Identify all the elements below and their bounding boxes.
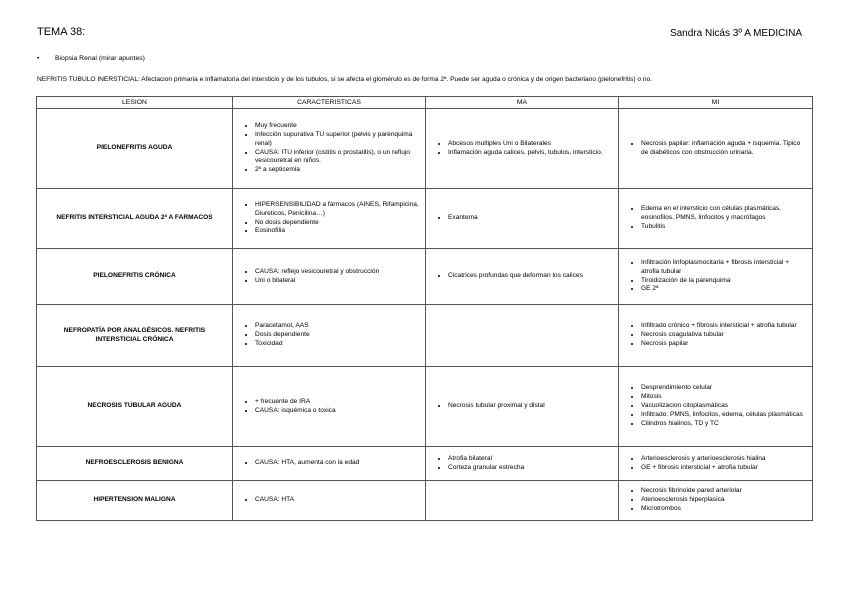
lesion-cell: HIPERTENSION MALIGNA: [37, 481, 233, 521]
mi-cell: [619, 447, 813, 481]
table-header-row: [37, 97, 813, 109]
list-item: • GE + fibrosis intersticial + atrofia tubular: [641, 464, 808, 473]
caracteristicas-cell: [233, 189, 426, 249]
list-item: • Cicatrices profundas que deforman los calices: [448, 272, 614, 281]
ma-cell: [426, 367, 619, 447]
caracteristicas-cell: [233, 367, 426, 447]
list-item: • Necrosis fibrinoide pared arteriolar: [641, 487, 808, 496]
lesion-cell: PIELONEFRITIS AGUDA: [37, 109, 233, 189]
list-item: • Infiltrado crónico + fibrosis intersticial + atrofia tubular: [641, 322, 808, 331]
list-item: • Edema en el intersticio con células plasmáticas, eosinofilos, PMNS, linfocitos y macrófagos: [641, 205, 808, 223]
list-item: • + frecuente de IRA: [255, 398, 421, 407]
mi-cell: [619, 109, 813, 189]
intro-paragraph: NEFRITIS TUBULO INERSTICIAL: Afectacion primaria e inflamatoria del intersticio y de los tubulos, si se afecta el glomérulo es de forma 2ª. Puede ser aguda o crónica y de origen bacteriano (pielonefritis) o no.: [37, 76, 653, 83]
ma-list: [430, 140, 614, 158]
table-row: [37, 305, 813, 367]
list-item: • Uni o bilateral: [255, 277, 421, 286]
list-item: • Toxicidad: [255, 340, 421, 349]
mi-list: [623, 205, 808, 232]
caracteristicas-cell: [233, 109, 426, 189]
ma-cell: [426, 305, 619, 367]
caracteristicas-list: [237, 322, 421, 349]
caracteristicas-list: [237, 398, 421, 416]
list-item: • Exantema: [448, 214, 614, 223]
caracteristicas-cell: [233, 447, 426, 481]
list-item: • Dosis dependiente: [255, 331, 421, 340]
list-item: • Inflamación aguda calices, pelvis, tubulos, intersticio.: [448, 149, 614, 158]
mi-list: [623, 322, 808, 349]
mi-list: [623, 259, 808, 295]
list-item: • Infiltración linfoplasmocitaria + fibrosis intersticial + atrofia tubular: [641, 259, 808, 277]
list-item: • Infección supurativa TU superior (pelvis y parénquima renal): [255, 131, 421, 149]
caracteristicas-list: [237, 496, 421, 505]
header-caracteristicas: CARACTERISTICAS: [233, 97, 426, 109]
list-item: • 2ª a septicemia: [255, 166, 421, 175]
ma-list: [430, 402, 614, 411]
table-row: [37, 189, 813, 249]
caracteristicas-cell: [233, 249, 426, 305]
caracteristicas-list: [237, 268, 421, 286]
mi-cell: [619, 249, 813, 305]
list-item: • Atrofia bilateral: [448, 455, 614, 464]
list-item: • Aterioesclerosis hiperplasica: [641, 496, 808, 505]
list-item: • No dosis dependiente: [255, 219, 421, 228]
list-item: • Tiroidización de la parenquima: [641, 277, 808, 286]
list-item: • Corteza granular estrecha: [448, 464, 614, 473]
list-item: • Abcesos multiples Uni o Bilaterales: [448, 140, 614, 149]
list-item: • GE 2ª: [641, 285, 808, 294]
list-item: • CAUSA: ITU inferior (cistitis o prostatitis), o un reflujo vesicouretral en niños.: [255, 149, 421, 167]
lesion-cell: NEFROPATÍA POR ANALGÉSICOS. NEFRITIS INTERSTICIAL CRÓNICA: [37, 305, 233, 367]
table-body: [37, 109, 813, 521]
list-item: • CAUSA: reflejo vesicouretral y obstrucción: [255, 268, 421, 277]
list-item: • Necrosis tubular proximal y distal: [448, 402, 614, 411]
caracteristicas-cell: [233, 481, 426, 521]
ma-list: [430, 214, 614, 223]
list-item: • Cilindros hialinos, TD y TC: [641, 420, 808, 429]
ma-list: [430, 272, 614, 281]
mi-list: [623, 455, 808, 473]
list-item: • Arterioesclerosis y arterioesclerosis hialina: [641, 455, 808, 464]
ma-cell: [426, 447, 619, 481]
mi-cell: [619, 189, 813, 249]
list-item: • Muy frecuente: [255, 122, 421, 131]
caracteristicas-list: [237, 459, 421, 468]
biopsy-note-text: Biopsia Renal (mirar apuntes): [55, 55, 145, 62]
list-item: • Mitosis: [641, 393, 808, 402]
mi-cell: [619, 481, 813, 521]
header-lesion: LESION: [37, 97, 233, 109]
ma-cell: [426, 249, 619, 305]
lesion-cell: PIELONEFRITIS CRÓNICA: [37, 249, 233, 305]
list-item: • Infiltrado: PMNS, linfocitos, edema, células plasmáticas: [641, 411, 808, 420]
caracteristicas-list: [237, 122, 421, 175]
list-item: • Eosinofilia: [255, 227, 421, 236]
table-row: [37, 367, 813, 447]
lesion-table: [36, 96, 813, 521]
ma-cell: [426, 189, 619, 249]
mi-list: [623, 487, 808, 514]
mi-cell: [619, 367, 813, 447]
header-mi: MI: [619, 97, 813, 109]
list-item: • Tubulitis: [641, 223, 808, 232]
lesion-cell: NEFRITIS INTERSTICIAL AGUDA 2ª A FARMACOS: [37, 189, 233, 249]
ma-list: [430, 455, 614, 473]
author-label: Sandra Nicás 3º A MEDICINA: [669, 28, 802, 39]
mi-list: [623, 140, 808, 158]
list-item: • CAUSA: HTA: [255, 496, 421, 505]
list-item: • CAUSA: isquémica o toxica: [255, 407, 421, 416]
caracteristicas-list: [237, 201, 421, 237]
lesion-cell: NEFROESCLEROSIS BENIGNA: [37, 447, 233, 481]
mi-cell: [619, 305, 813, 367]
list-item: • Vacuolizacion citoplasmáticas: [641, 402, 808, 411]
page-title: TEMA 38:: [37, 26, 86, 38]
caracteristicas-cell: [233, 305, 426, 367]
lesion-cell: NECROSIS TUBULAR AGUDA: [37, 367, 233, 447]
table-row: [37, 249, 813, 305]
list-item: • Necrosis papilar: [641, 340, 808, 349]
mi-list: [623, 384, 808, 428]
header-ma: MA: [426, 97, 619, 109]
ma-cell: [426, 481, 619, 521]
list-item: • HIPERSENSIBILIDAD a fármacos (AINES, Rifampicina, Diureticos, Penicilina…): [255, 201, 421, 219]
list-item: • Microtrombos: [641, 505, 808, 514]
biopsy-note: • Biopsia Renal (mirar apuntes): [37, 55, 145, 62]
list-item: • Necrosis coagulativa tubular: [641, 331, 808, 340]
list-item: • Paracetamol, AAS: [255, 322, 421, 331]
table-row: [37, 109, 813, 189]
table-row: [37, 447, 813, 481]
table-row: [37, 481, 813, 521]
list-item: • Desprendimiento celular: [641, 384, 808, 393]
list-item: • CAUSA: HTA, aumenta con la edad: [255, 459, 421, 468]
list-item: • Necrosis papilar: inflamación aguda + isquemia. Tipico de diabéticos con obstrucción urinaria.: [641, 140, 808, 158]
ma-cell: [426, 109, 619, 189]
